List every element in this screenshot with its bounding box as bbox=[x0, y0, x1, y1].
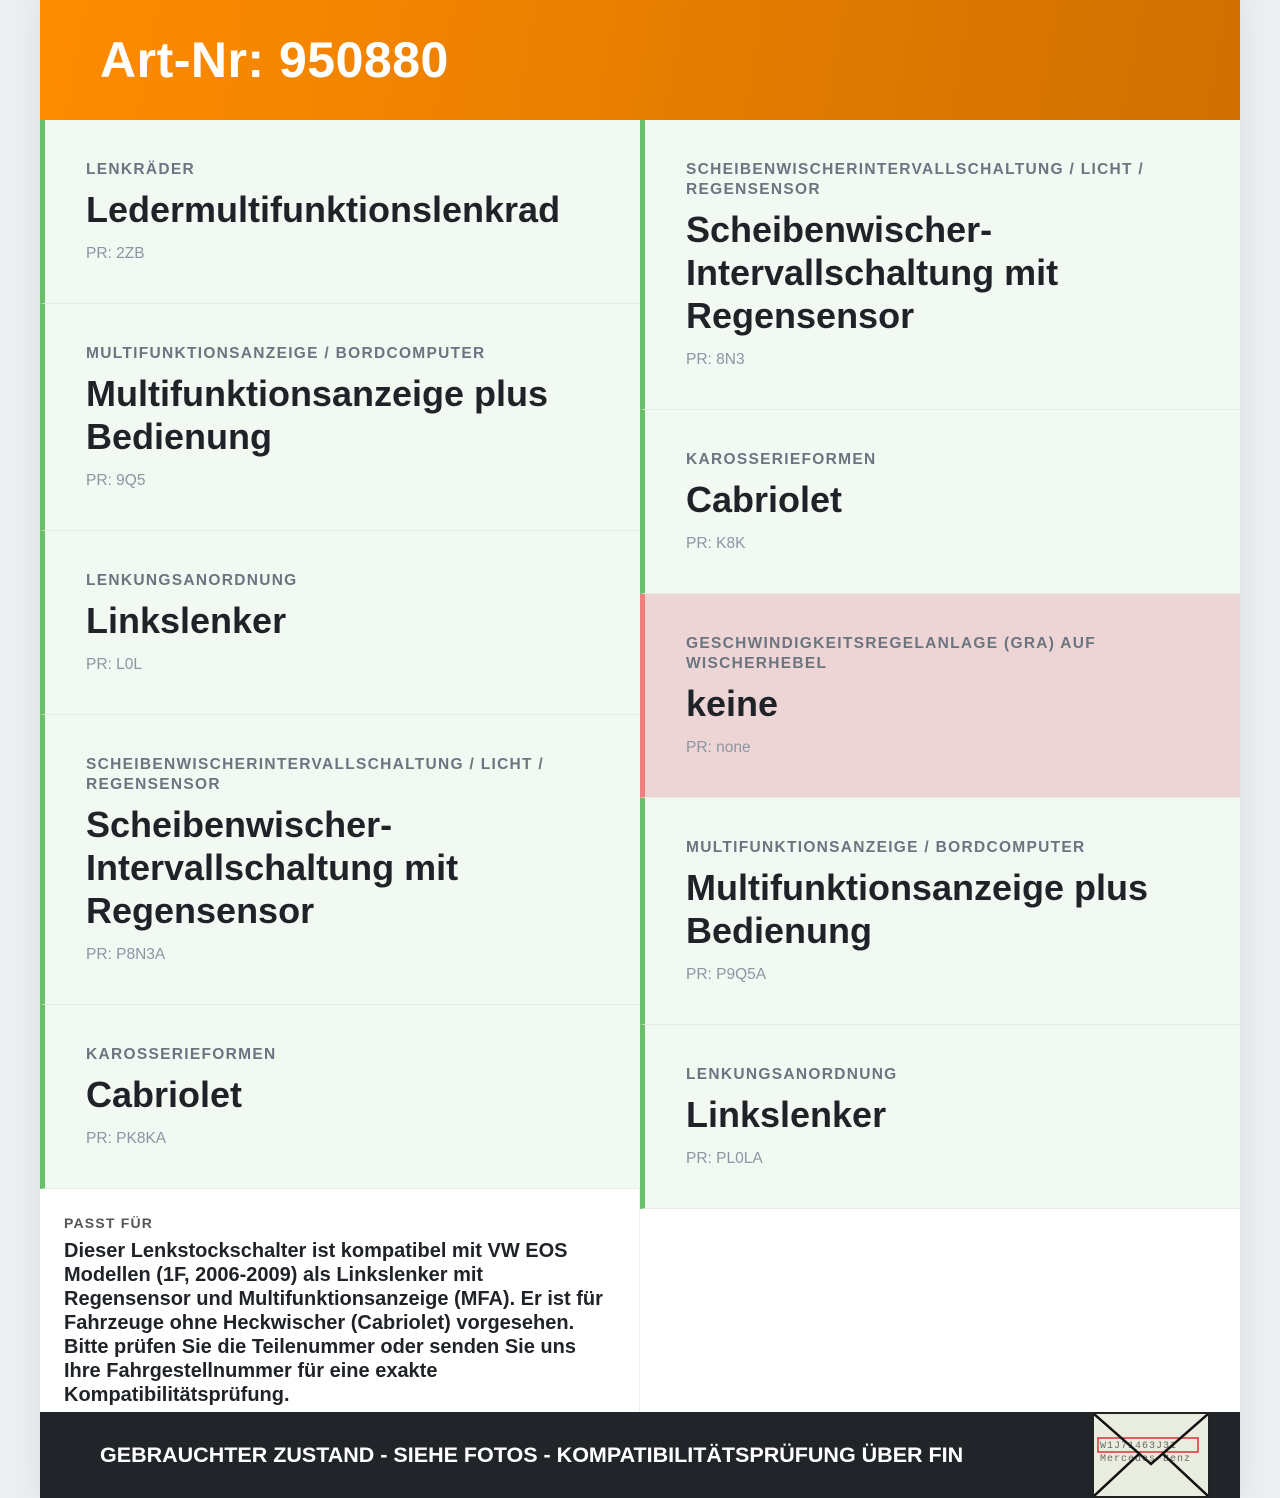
compatibility-text: Dieser Lenkstockschalter ist kompatibel mit VW EOS Modellen (1F, 2006-2009) als Linkslenker mit Regensensor und Multifunktionsanzeige (MFA). Er ist für Fahrzeuge ohne Heckwischer (Cabriolet) vorgesehen. Bitte prüfen Sie die Teilenummer oder senden Sie uns Ihre Fahrgestellnummer für eine exakte Kompatibilitätsprüfung. bbox=[64, 1240, 603, 1406]
equipment-card bbox=[640, 594, 1240, 798]
card-pr-code: PR: PL0LA bbox=[686, 1150, 763, 1167]
card-category: GESCHWINDIGKEITSREGELANLAGE (GRA) AUF WISCHERHEBEL bbox=[686, 635, 1097, 672]
card-title: keine bbox=[686, 683, 779, 724]
card-category: KAROSSERIEFORMEN bbox=[686, 451, 877, 468]
equipment-card bbox=[40, 1005, 640, 1189]
footer-banner bbox=[40, 1412, 1240, 1498]
equipment-card bbox=[40, 531, 640, 715]
card-pr-code: PR: PK8KA bbox=[86, 1130, 167, 1147]
card-title: Linkslenker bbox=[86, 600, 287, 641]
page bbox=[40, 0, 1240, 1498]
card-category: LENKUNGSANORDNUNG bbox=[686, 1066, 898, 1083]
header bbox=[40, 0, 1240, 120]
card-title: Multifunktionsanzeige plus Bedienung bbox=[686, 867, 1149, 951]
footer-text: GEBRAUCHTER ZUSTAND - SIEHE FOTOS - KOMPATIBILITÄTSPRÜFUNG ÜBER FIN bbox=[100, 1442, 964, 1467]
card-category: KAROSSERIEFORMEN bbox=[86, 1046, 277, 1063]
card-title: Cabriolet bbox=[686, 479, 843, 520]
card-pr-code: PR: 2ZB bbox=[86, 245, 145, 262]
card-pr-code: PR: L0L bbox=[86, 656, 143, 673]
card-title: Scheibenwischer-Intervallschaltung mit Regensensor bbox=[86, 804, 459, 931]
equipment-card bbox=[640, 1025, 1240, 1209]
card-category: SCHEIBENWISCHERINTERVALLSCHALTUNG / LICHT / REGENSENSOR bbox=[86, 756, 545, 793]
card-title: Cabriolet bbox=[86, 1074, 243, 1115]
compatibility-label: PASST FÜR bbox=[64, 1215, 154, 1231]
card-pr-code: PR: 9Q5 bbox=[86, 472, 146, 489]
equipment-card bbox=[40, 120, 640, 304]
equipment-card bbox=[640, 798, 1240, 1025]
card-title: Ledermultifunktionslenkrad bbox=[86, 189, 561, 230]
card-pr-code: PR: 8N3 bbox=[686, 351, 745, 368]
card-pr-code: PR: none bbox=[686, 739, 751, 756]
card-category: SCHEIBENWISCHERINTERVALLSCHALTUNG / LICHT / REGENSENSOR bbox=[686, 161, 1145, 198]
card-pr-code: PR: K8K bbox=[686, 535, 746, 552]
envelope-icon bbox=[1094, 1414, 1208, 1496]
card-title: Multifunktionsanzeige plus Bedienung bbox=[86, 373, 549, 457]
card-pr-code: PR: P8N3A bbox=[86, 946, 166, 963]
card-category: MULTIFUNKTIONSANZEIGE / BORDCOMPUTER bbox=[686, 839, 1086, 856]
card-category: LENKUNGSANORDNUNG bbox=[86, 572, 298, 589]
equipment-card bbox=[640, 120, 1240, 410]
fin-envelope-image bbox=[1092, 1412, 1210, 1498]
left-column bbox=[40, 120, 640, 1431]
card-title: Linkslenker bbox=[686, 1094, 887, 1135]
right-column bbox=[640, 120, 1240, 1431]
equipment-card bbox=[40, 304, 640, 531]
equipment-card bbox=[640, 410, 1240, 594]
article-number-title: Art-Nr: 950880 bbox=[100, 32, 449, 88]
fin-image-text: W1J71463J31 Mercedes-Benz bbox=[1100, 1441, 1192, 1465]
card-title: Scheibenwischer-Intervallschaltung mit Regensensor bbox=[686, 209, 1059, 336]
compatibility-section bbox=[40, 1189, 640, 1431]
equipment-card bbox=[40, 715, 640, 1005]
card-pr-code: PR: P9Q5A bbox=[686, 966, 767, 983]
card-category: LENKRÄDER bbox=[86, 161, 196, 178]
card-category: MULTIFUNKTIONSANZEIGE / BORDCOMPUTER bbox=[86, 345, 486, 362]
